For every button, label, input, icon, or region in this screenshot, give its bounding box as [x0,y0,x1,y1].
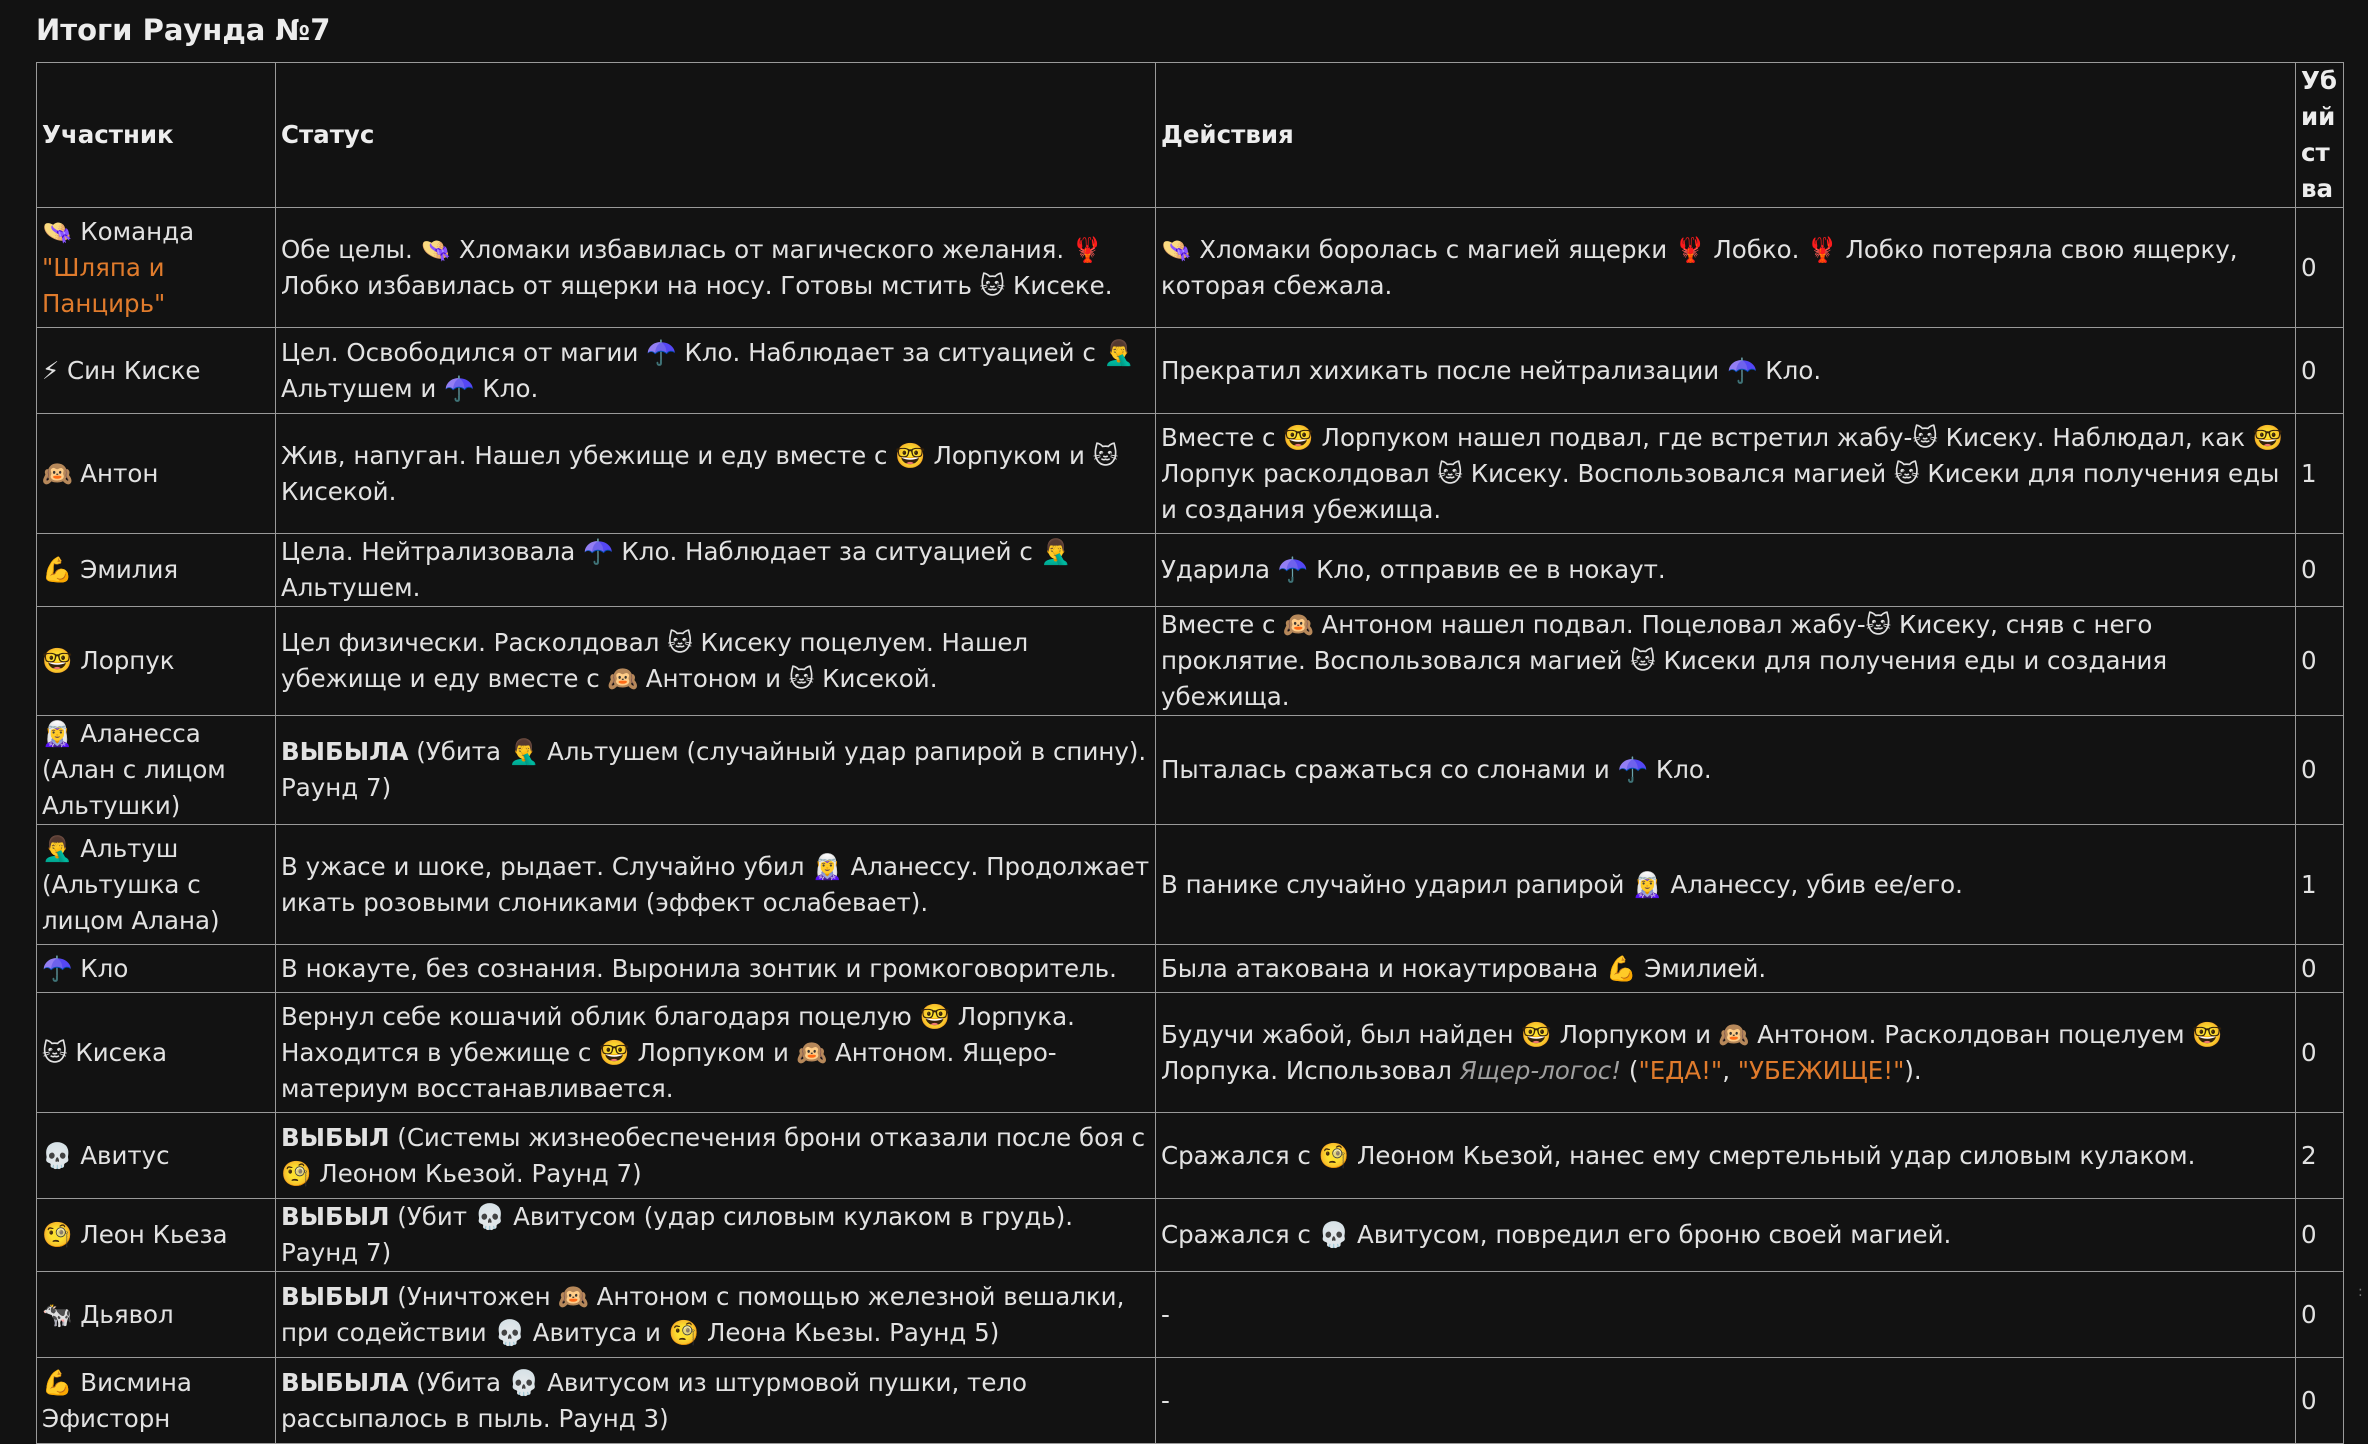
column-header-actions: Действия [1156,63,2296,208]
cell-text: В нокауте, без сознания. Выронила зонтик и громкоговоритель. [281,953,1117,983]
table-row [37,716,2344,825]
cell-text: 👒 Хломаки боролась с магией ящерки 🦞 Лобко. 🦞 Лобко потеряла свою ящерку, которая сбежала. [1161,234,2238,300]
cell-text: 💪 Висмина Эфисторн [42,1367,192,1433]
cell-text: Жив, напуган. Нашел убежище и еду вместе с 🤓 Лорпуком и 🐱 Кисекой. [281,440,1119,506]
cell-text: ⚡ Син Киске [42,355,201,385]
table-row [37,825,2344,945]
table-row [37,1358,2344,1444]
cell-text: 💪 Эмилия [42,555,179,584]
cell-text: (Системы жизнеобеспечения брони отказали после боя с 🧐 Леоном Кьезой. Раунд 7) [281,1122,1146,1188]
cell-text: (Уничтожен 🙉 Антоном с помощью железной вешалки, при содействии 💀 Авитуса и 🧐 Леона Кьезы. Раунд 5) [281,1281,1125,1347]
actions-cell [1156,825,2296,945]
participant-cell [37,945,276,993]
status-cell [276,534,1156,607]
kills-cell: 0 [2296,607,2344,716]
status-cell [276,1272,1156,1358]
cell-text: 👒 Команда [42,216,195,246]
status-cell [276,993,1156,1113]
highlight-text: "Шляпа и Панцирь" [42,252,166,318]
table-row [37,607,2344,716]
table-row [37,208,2344,328]
actions-cell [1156,607,2296,716]
cell-text: (Убит 💀 Авитусом (удар силовым кулаком в грудь). Раунд 7) [281,1202,1074,1267]
table-row [37,945,2344,993]
kills-cell: 0 [2296,1272,2344,1358]
table-row [37,1272,2344,1358]
cell-text: В панике случайно ударил рапирой 🧝‍♀️ Аланессу, убив ее/его. [1161,869,1963,899]
kills-cell: 0 [2296,716,2344,825]
round-results-table [36,62,2344,1444]
cell-text: ). [1904,1055,1922,1085]
participant-cell [37,1272,276,1358]
cell-text: 🤓 Лорпук [42,646,175,675]
actions-cell [1156,1272,2296,1358]
actions-cell [1156,716,2296,825]
column-header-kills: Убийства [2296,63,2344,208]
table-row [37,328,2344,414]
status-cell [276,825,1156,945]
cell-text: Сражался с 💀 Авитусом, повредил его броню своей магией. [1161,1220,1952,1249]
table-header-row [37,63,2344,208]
actions-cell [1156,945,2296,993]
actions-cell [1156,993,2296,1113]
participant-cell [37,1199,276,1272]
cell-text: Будучи жабой, был найден 🤓 Лорпуком и 🙉 Антоном. Расколдован поцелуем 🤓 Лорпука. Использовал [1161,1019,2223,1085]
status-cell [276,1113,1156,1199]
cell-text: Цел. Освободился от магии ☂️ Кло. Наблюдает за ситуацией с 🤦‍♂️ Альтушем и ☂️ Кло. [281,337,1135,403]
eliminated-label: ВЫБЫЛ [281,1122,390,1152]
participant-cell [37,328,276,414]
cell-text: Вместе с 🙉 Антоном нашел подвал. Поцеловал жабу-🐱 Кисеку, сняв с него проклятие. Воспользовался магией 🐱 Кисеки для получения еды и создания убежища. [1161,610,2168,711]
table-body [37,208,2344,1444]
column-header-participant: Участник [37,63,276,208]
kills-cell: 2 [2296,1113,2344,1199]
kills-cell: 0 [2296,1358,2344,1444]
actions-cell [1156,1199,2296,1272]
cell-text: В ужасе и шоке, рыдает. Случайно убил 🧝‍♀️ Аланессу. Продолжает икать розовыми слониками (эффект ослабевает). [281,851,1150,917]
eliminated-label: ВЫБЫЛ [281,1202,390,1231]
eliminated-label: ВЫБЫЛА [281,737,409,766]
status-cell [276,716,1156,825]
highlight-text: "ЕДА!" [1638,1055,1723,1085]
cell-text: ☂️ Кло [42,953,129,983]
participant-cell [37,716,276,825]
cell-text: Цела. Нейтрализовала ☂️ Кло. Наблюдает за ситуацией с 🤦‍♂️ Альтушем. [281,537,1072,602]
actions-cell [1156,208,2296,328]
cell-text: Вернул себе кошачий облик благодаря поцелую 🤓 Лорпука. Находится в убежище с 🤓 Лорпуком и 🙉 Антоном. Ящеро-материум восстанавливается. [281,1001,1075,1103]
kills-cell: 0 [2296,945,2344,993]
cell-text: 🙉 Антон [42,458,159,488]
participant-cell [37,414,276,534]
kills-cell: 0 [2296,993,2344,1113]
status-cell [276,1199,1156,1272]
cell-text: Пыталась сражаться со слонами и ☂️ Кло. [1161,755,1712,784]
cell-text: 🐱 Кисека [42,1037,168,1067]
cell-text: ( [1621,1055,1639,1085]
participant-cell [37,208,276,328]
cell-text: 💀 Авитус [42,1140,170,1170]
cell-text: 🧝‍♀️ Аланесса (Алан с лицом Альтушки) [42,719,226,820]
highlight-text: "УБЕЖИЩЕ!" [1737,1055,1905,1085]
corner-mark: : [2358,1284,2363,1300]
kills-cell: 0 [2296,328,2344,414]
kills-cell: 1 [2296,414,2344,534]
cell-text: 🤦‍♂️ Альтуш (Альтушка с лицом Алана) [42,833,220,935]
cell-text: (Убита 🤦‍♂️ Альтушем (случайный удар рапирой в спину). Раунд 7) [281,737,1147,802]
eliminated-label: ВЫБЫЛ [281,1281,390,1311]
cell-text: Была атакована и нокаутирована 💪 Эмилией. [1161,953,1767,983]
table-row [37,993,2344,1113]
participant-cell [37,1113,276,1199]
participant-cell [37,607,276,716]
ability-name: Ящер-логос! [1459,1055,1622,1085]
status-cell [276,328,1156,414]
page-title: Итоги Раунда №7 [36,13,331,47]
actions-cell [1156,1113,2296,1199]
cell-text: - [1161,1385,1170,1415]
participant-cell [37,534,276,607]
kills-cell: 0 [2296,534,2344,607]
status-cell [276,208,1156,328]
table-row [37,534,2344,607]
table-row [37,1199,2344,1272]
cell-text: (Убита 💀 Авитусом из штурмовой пушки, тело рассыпалось в пыль. Раунд 3) [281,1367,1028,1433]
cell-text: Цел физически. Расколдовал 🐱 Кисеку поцелуем. Нашел убежище и еду вместе с 🙉 Антоном и 🐱 Кисекой. [281,628,1029,693]
cell-text: , [1722,1055,1738,1085]
cell-text: Ударила ☂️ Кло, отправив ее в нокаут. [1161,555,1666,584]
table-row [37,1113,2344,1199]
column-header-status: Статус [276,63,1156,208]
cell-text: - [1161,1299,1170,1329]
cell-text: Вместе с 🤓 Лорпуком нашел подвал, где встретил жабу-🐱 Кисеку. Наблюдал, как 🤓 Лорпук расколдовал 🐱 Кисеку. Воспользовался магией 🐱 Кисеки для получения еды и создания убежища. [1161,422,2284,524]
actions-cell [1156,534,2296,607]
actions-cell [1156,328,2296,414]
kills-cell: 0 [2296,1199,2344,1272]
kills-cell: 1 [2296,825,2344,945]
cell-text: Прекратил хихикать после нейтрализации ☂️ Кло. [1161,355,1822,385]
kills-cell: 0 [2296,208,2344,328]
eliminated-label: ВЫБЫЛА [281,1367,409,1397]
status-cell [276,414,1156,534]
status-cell [276,1358,1156,1444]
cell-text: Сражался с 🧐 Леоном Кьезой, нанес ему смертельный удар силовым кулаком. [1161,1140,2196,1170]
participant-cell [37,1358,276,1444]
participant-cell [37,825,276,945]
actions-cell [1156,1358,2296,1444]
cell-text: 🐄 Дьявол [42,1299,174,1329]
actions-cell [1156,414,2296,534]
participant-cell [37,993,276,1113]
cell-text: 🧐 Леон Кьеза [42,1220,228,1249]
status-cell [276,607,1156,716]
table-row [37,414,2344,534]
status-cell [276,945,1156,993]
cell-text: Обе целы. 👒 Хломаки избавилась от магического желания. 🦞 Лобко избавилась от ящерки на носу. Готовы мстить 🐱 Кисеке. [281,234,1113,300]
